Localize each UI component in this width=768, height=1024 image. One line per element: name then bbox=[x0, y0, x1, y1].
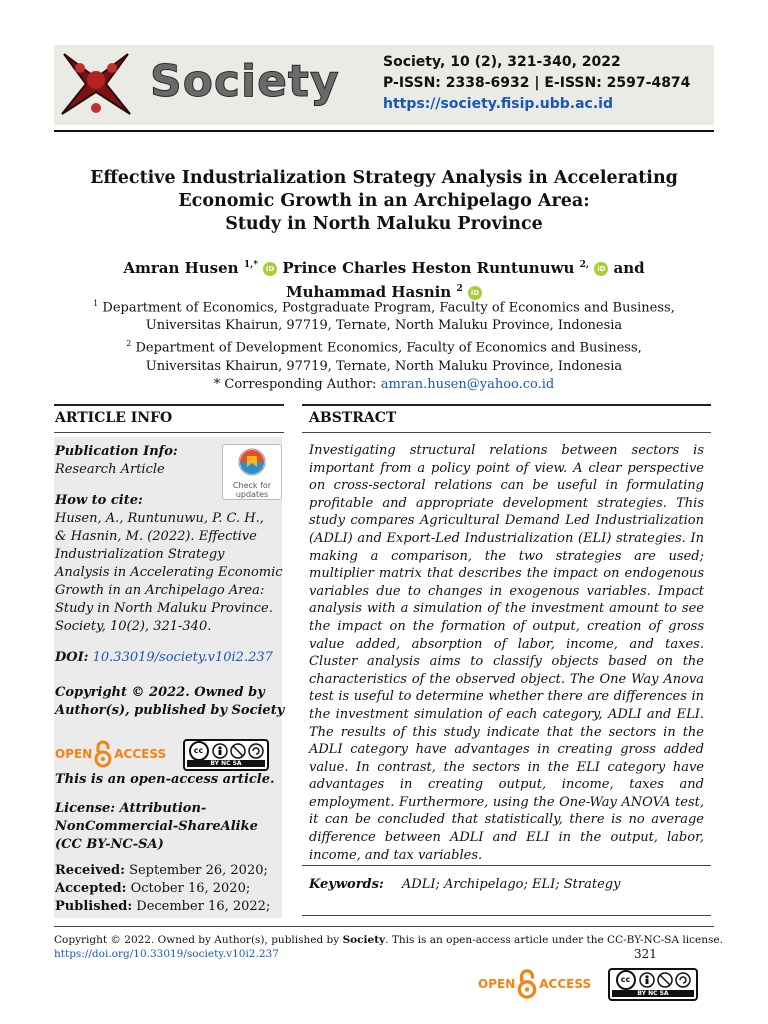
citation-line: Society, 10(2), 321-340. bbox=[55, 619, 212, 634]
orcid-icon[interactable]: iD bbox=[468, 286, 482, 300]
footer-copyright bbox=[54, 932, 723, 948]
journal-info bbox=[383, 52, 690, 115]
published-date bbox=[55, 898, 270, 916]
keywords-row bbox=[309, 877, 620, 892]
open-access-logo bbox=[55, 740, 166, 768]
author-name: Muhammad Hasnin bbox=[286, 283, 452, 301]
footer-open-access-logo bbox=[478, 968, 591, 1000]
footer-cc-badge[interactable] bbox=[608, 968, 698, 1001]
doi-row bbox=[55, 649, 273, 667]
header-divider bbox=[54, 130, 714, 132]
divider bbox=[54, 432, 284, 433]
abstract-text: Investigating structural relations between sectors is important from a policy point of view. A clear perspective on cross-sectoral relations can be useful in formulating profitable and appropriate development strategies. This study compares Agricultural Demand Led Industrialization (ADLI) and Export-Led Industrialization (ELI) strategies. In making a comparison, the two strategies are used; multiplier matrix that describes the impact on endogenous variables due to changes in exogenous variables. Impact analysis with a simulation of the investment amount to see the impact on the formation of output, creation of gross value added, absorption of labor, income, and taxes. Cluster analysis aims to classify objects based on the characteristics of the observed object. The One Way Anova test is useful to determine whether there are differences in the investment simulation of each category, ADLI and ELI. The results of this study indicate that the sectors in the ADLI category have advantages in creating gross added value. In contrast, the sectors in the ELI category have advantages in creating output, income, taxes and employment. Furthermore, using the One-Way ANOVA test, it can be concluded that statistically, there is no average difference between ADLI and ELI in the output, labor, income, and tax variables. bbox=[309, 443, 704, 863]
keywords-label: Keywords: bbox=[309, 877, 384, 892]
orcid-icon[interactable]: iD bbox=[594, 262, 608, 276]
oa-access-text: ACCESS bbox=[114, 747, 167, 761]
open-access-note: This is an open-access article. bbox=[55, 772, 275, 787]
copyright-line: Copyright © 2022. Owned by bbox=[55, 685, 265, 700]
author-sup: 1,* bbox=[243, 260, 258, 270]
open-lock-icon bbox=[515, 968, 539, 1000]
license-text bbox=[55, 800, 258, 854]
copyright-line: Author(s), published by Society bbox=[55, 703, 285, 718]
cc-icon: cc bbox=[189, 741, 209, 761]
title-line: Study in North Maluku Province bbox=[225, 214, 543, 234]
cc-icon: cc bbox=[616, 970, 636, 990]
check-for-updates-button[interactable] bbox=[222, 444, 282, 500]
citation-line: Analysis in Accelerating Economic bbox=[55, 565, 283, 580]
footer-doi-link[interactable]: https://doi.org/10.33019/society.v10i2.237 bbox=[54, 948, 279, 960]
affil-number: 2 bbox=[126, 339, 132, 349]
accepted-label: Accepted: bbox=[55, 881, 127, 896]
affil-line: Department of Economics, Postgraduate Program, Faculty of Economics and Business, bbox=[102, 300, 675, 316]
affil-line: Universitas Khairun, 97719, Ternate, North Maluku Province, Indonesia bbox=[145, 358, 623, 374]
journal-url-link[interactable]: https://society.fisip.ubb.ac.id bbox=[383, 96, 613, 112]
accepted-date bbox=[55, 880, 250, 898]
title-line: Effective Industrialization Strategy Analysis in Accelerating bbox=[90, 168, 678, 188]
journal-issn: P-ISSN: 2338-6932 | E-ISSN: 2597-4874 bbox=[383, 75, 691, 91]
divider bbox=[54, 404, 284, 406]
author-sup: 2, bbox=[579, 260, 590, 270]
check-label: Check for bbox=[232, 481, 272, 490]
cc-subtext: BY NC SA bbox=[612, 990, 694, 997]
copyright-note bbox=[55, 684, 284, 720]
footer-copyright-journal: Society bbox=[342, 934, 386, 946]
accepted-value: October 16, 2020; bbox=[130, 881, 251, 896]
cc-subtext: BY NC SA bbox=[187, 760, 265, 767]
divider bbox=[302, 915, 711, 916]
author-conjunction: and bbox=[613, 259, 645, 277]
oa-open-text: OPEN bbox=[55, 747, 93, 761]
published-label: Published: bbox=[55, 899, 133, 914]
logo-wordmark: Society bbox=[150, 56, 340, 107]
license-line: License: Attribution- bbox=[55, 801, 207, 816]
license-terms-icon bbox=[639, 972, 691, 988]
license-line: (CC BY-NC-SA) bbox=[55, 837, 164, 852]
abstract-heading: ABSTRACT bbox=[309, 410, 397, 426]
affil-line: Department of Development Economics, Faculty of Economics and Business, bbox=[135, 340, 642, 356]
license-terms-icon bbox=[212, 743, 264, 759]
keywords-value: ADLI; Archipelago; ELI; Strategy bbox=[401, 877, 621, 892]
doi-label: DOI: bbox=[55, 650, 89, 665]
check-label: updates bbox=[235, 490, 269, 499]
page-number: 321 bbox=[634, 947, 657, 961]
publication-info-label: Publication Info: bbox=[55, 444, 178, 459]
article-info-heading: ARTICLE INFO bbox=[55, 410, 173, 426]
footer-copyright-pre: Copyright © 2022. Owned by Author(s), published by bbox=[54, 934, 340, 946]
divider bbox=[302, 404, 711, 406]
license-line: NonCommercial-ShareAlike bbox=[55, 819, 258, 834]
how-to-cite-label: How to cite: bbox=[55, 493, 143, 508]
citation-line: Husen, A., Runtunuwu, P. C. H., bbox=[55, 511, 264, 526]
corresponding-label: * Corresponding Author: bbox=[213, 376, 377, 392]
orcid-icon[interactable]: iD bbox=[263, 262, 277, 276]
cc-by-nc-sa-badge[interactable] bbox=[183, 739, 269, 771]
publication-info-value: Research Article bbox=[55, 462, 165, 477]
footer-divider bbox=[54, 926, 714, 927]
journal-citation: Society, 10 (2), 321-340, 2022 bbox=[383, 54, 621, 70]
affiliations bbox=[54, 295, 714, 394]
article-title bbox=[54, 167, 714, 236]
citation-line: Study in North Maluku Province. bbox=[55, 601, 273, 616]
open-lock-icon bbox=[92, 740, 114, 768]
divider bbox=[302, 865, 711, 866]
received-label: Received: bbox=[55, 863, 125, 878]
citation-line: Industrialization Strategy bbox=[55, 547, 225, 562]
footer-copyright-post: . This is an open-access article under the CC-BY-NC-SA license. bbox=[385, 934, 723, 946]
society-logo-icon bbox=[58, 50, 134, 118]
citation-line: & Hasnin, M. (2022). Effective bbox=[55, 529, 257, 544]
affil-line: Universitas Khairun, 97719, Ternate, North Maluku Province, Indonesia bbox=[145, 318, 623, 334]
corresponding-email-link[interactable]: amran.husen@yahoo.co.id bbox=[380, 376, 555, 392]
divider bbox=[302, 432, 711, 433]
published-value: December 16, 2022; bbox=[136, 899, 271, 914]
author-name: Prince Charles Heston Runtunuwu bbox=[282, 259, 575, 277]
affil-number: 1 bbox=[93, 299, 99, 308]
citation-line: Growth in an Archipelago Area: bbox=[55, 583, 265, 598]
citation-text bbox=[55, 510, 283, 636]
author-sup: 2 bbox=[456, 284, 463, 294]
received-value: September 26, 2020; bbox=[129, 863, 268, 878]
check-updates-icon bbox=[235, 447, 269, 477]
received-date bbox=[55, 862, 268, 880]
doi-link[interactable]: 10.33019/society.v10i2.237 bbox=[92, 650, 273, 665]
author-name: Amran Husen bbox=[123, 259, 239, 277]
oa-open-text: OPEN bbox=[478, 977, 516, 991]
oa-access-text: ACCESS bbox=[539, 977, 592, 991]
title-line: Economic Growth in an Archipelago Area: bbox=[178, 191, 590, 211]
